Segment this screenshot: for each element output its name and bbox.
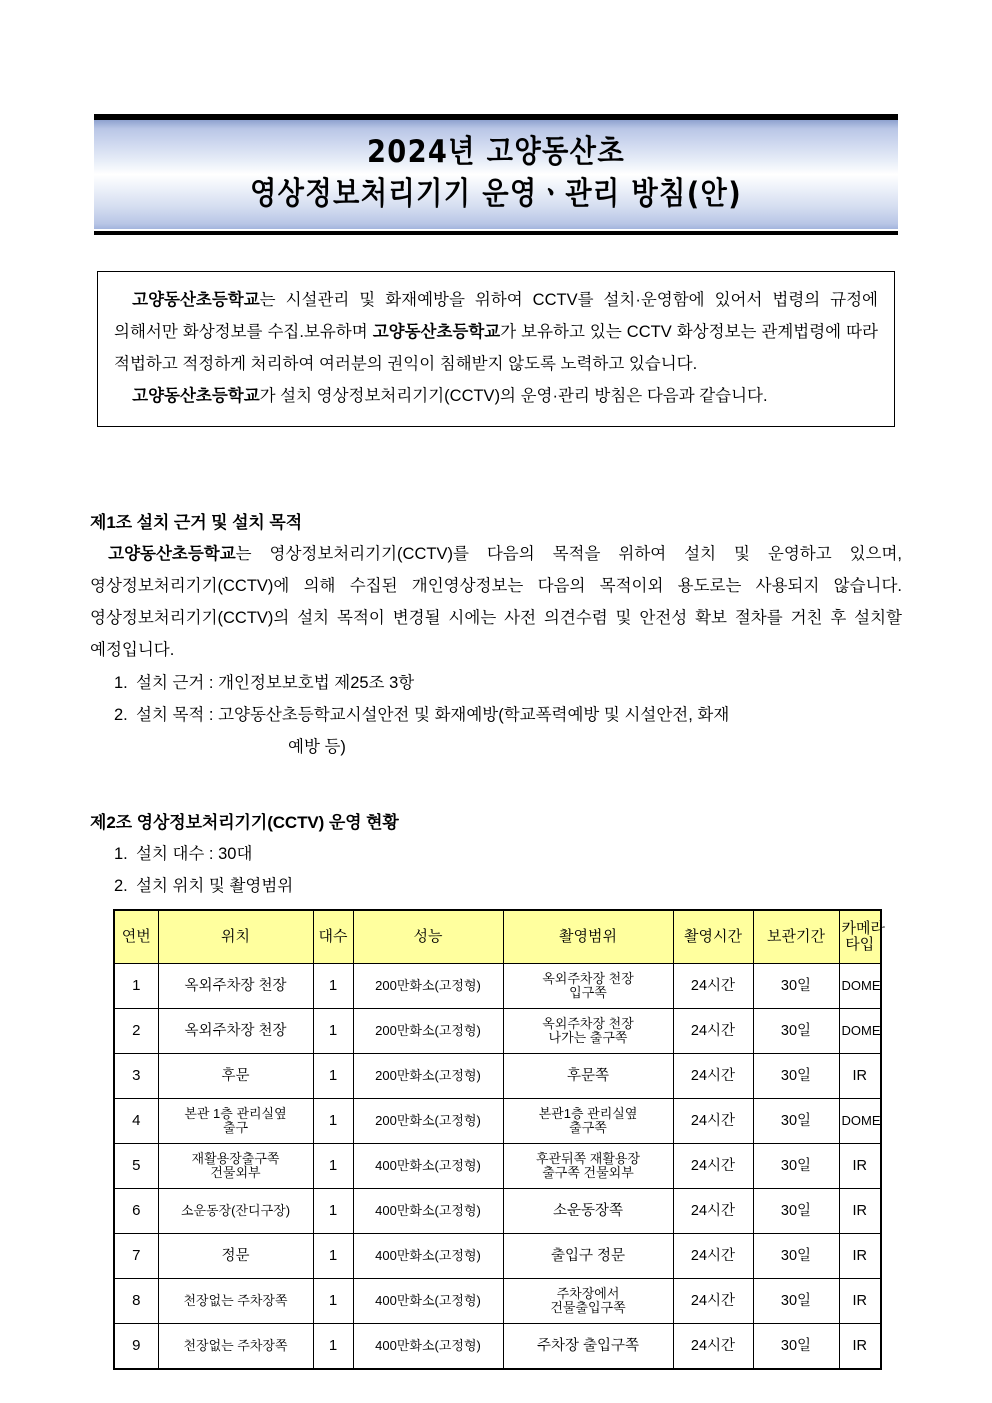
article-1-list (90, 668, 902, 764)
column-header-camera-type (839, 910, 885, 964)
article-1-body-text: 는 영상정보처리기기(CCTV)를 다음의 목적을 위하여 설치 및 운영하고 있으며, 영상정보처리기기(CCTV)에 의해 수집된 개인영상정보는 다음의 목적이외 용도로는 사용되지 않습니다. 영상정보처리기기(CCTV)의 설치 목적이 변경될 시에는 사전 의견수렴 및 안전성 확보 절차를 거친 후 설치할 예정입니다. (90, 545, 902, 659)
table-row (114, 1279, 881, 1324)
cell-range-line-1: 옥외주차장 천장 (542, 970, 634, 986)
cell-camera-type: IR (839, 1144, 881, 1189)
cell-retention: 30일 (753, 1324, 839, 1370)
cell-retention: 30일 (753, 1189, 839, 1234)
table-row (114, 1009, 881, 1054)
table-row (114, 1189, 881, 1234)
title-line-2: 영상정보처리기기 운영ㆍ관리 방침(안) (250, 175, 742, 212)
cell-time: 24시간 (673, 1144, 753, 1189)
cell-location-line-2: 건물외부 (210, 1165, 261, 1180)
cell-location-line-2: 출구 (222, 1120, 249, 1135)
list-item (114, 668, 902, 700)
cell-count: 1 (313, 1324, 353, 1370)
document-title-banner (94, 114, 898, 235)
cell-camera-type: IR (839, 1279, 881, 1324)
intro-paragraph-2 (114, 381, 878, 413)
cell-range (503, 1144, 673, 1189)
cell-location: 천장없는 주차장쪽 (158, 1279, 313, 1324)
article-1-heading: 제1조 설치 근거 및 설치 목적 (90, 513, 303, 532)
cell-count: 1 (313, 1234, 353, 1279)
cell-retention: 30일 (753, 1054, 839, 1099)
cell-location-line-1: 본관 1층 관리실옆 (184, 1105, 287, 1121)
column-header-location: 위치 (158, 910, 313, 964)
cell-camera-type: IR (839, 1189, 881, 1234)
cell-spec: 400만화소(고정형) (353, 1279, 503, 1324)
cell-count: 1 (313, 1279, 353, 1324)
article-2-section (90, 808, 902, 903)
cell-no: 8 (114, 1279, 158, 1324)
cell-range-line-2: 나가는 출구쪽 (548, 1030, 628, 1045)
list-text: 설치 대수 : 30대 (136, 845, 253, 863)
cell-retention: 30일 (753, 964, 839, 1009)
cell-range: 후문쪽 (503, 1054, 673, 1099)
cell-location: 정문 (158, 1234, 313, 1279)
cell-location-line-1: 재활용장출구쪽 (191, 1150, 280, 1166)
list-marker: 1. (114, 674, 128, 693)
cell-location: 옥외주차장 천장 (158, 964, 313, 1009)
intro-box (97, 271, 895, 427)
intro-school-name-3: 고양동산초등학교 (132, 386, 260, 405)
list-item (114, 871, 902, 903)
cell-spec: 400만화소(고정형) (353, 1324, 503, 1370)
article-1-body (90, 539, 902, 666)
cell-camera-type: IR (839, 1324, 881, 1370)
list-text-line-1: 설치 목적 : 고양동산초등학교시설안전 및 화재예방(학교폭력예방 및 시설안전, 화재 (136, 706, 730, 725)
cell-range-line-1: 후관뒤쪽 재활용장 (535, 1150, 641, 1166)
table-row (114, 1234, 881, 1279)
cell-range: 출입구 정문 (503, 1234, 673, 1279)
list-item (114, 839, 902, 871)
article-2-list (90, 839, 902, 903)
cell-count: 1 (313, 1009, 353, 1054)
intro-text-2: 가 보유하고 있는 CCTV 화상정보는 관계법령에 따라 적법하고 적정하게 처리하여 여러분의 권익이 침해받지 않도록 노력하고 있습니다. (114, 322, 878, 373)
table-row (114, 1144, 881, 1189)
cell-range-line-2: 건물출입구쪽 (550, 1300, 626, 1315)
cell-camera-type: IR (839, 1234, 881, 1279)
cell-no: 4 (114, 1099, 158, 1144)
cell-retention: 30일 (753, 1099, 839, 1144)
cell-camera-type: DOME (839, 1009, 881, 1054)
cell-camera-type: DOME (839, 964, 881, 1009)
cell-range: 주차장 출입구쪽 (503, 1324, 673, 1370)
cell-no: 5 (114, 1144, 158, 1189)
intro-school-name-2: 고양동산초등학교 (372, 322, 501, 341)
cell-range-line-2: 출구쪽 (569, 1120, 607, 1135)
cell-spec: 200만화소(고정형) (353, 1099, 503, 1144)
cell-time: 24시간 (673, 1099, 753, 1144)
camera-type-label-line-1: 카메라 (841, 919, 885, 937)
cell-time: 24시간 (673, 964, 753, 1009)
cell-range-line-1: 옥외주차장 천장 (542, 1015, 634, 1031)
cell-range-line-2: 출구쪽 건물외부 (542, 1165, 634, 1180)
cell-no: 9 (114, 1324, 158, 1370)
cell-location: 옥외주차장 천장 (158, 1009, 313, 1054)
cell-no: 3 (114, 1054, 158, 1099)
cell-location: 소운동장(잔디구장) (158, 1189, 313, 1234)
cell-spec: 400만화소(고정형) (353, 1234, 503, 1279)
cctv-installation-table (113, 909, 885, 1370)
cell-count: 1 (313, 1189, 353, 1234)
column-header-spec: 성능 (353, 910, 503, 964)
column-header-retention: 보관기간 (753, 910, 839, 964)
cell-time: 24시간 (673, 1009, 753, 1054)
cell-spec: 400만화소(고정형) (353, 1189, 503, 1234)
list-marker: 1. (114, 845, 128, 863)
table-header (114, 910, 885, 964)
cell-count: 1 (313, 964, 353, 1009)
cell-range (503, 1099, 673, 1144)
cell-range (503, 1009, 673, 1054)
cell-no: 1 (114, 964, 158, 1009)
cell-location: 천장없는 주차장쪽 (158, 1324, 313, 1370)
cell-time: 24시간 (673, 1279, 753, 1324)
cell-count: 1 (313, 1054, 353, 1099)
cell-no: 6 (114, 1189, 158, 1234)
cell-spec: 400만화소(고정형) (353, 1144, 503, 1189)
camera-type-label-line-2: 타입 (845, 936, 875, 953)
list-item (114, 700, 902, 764)
cell-time: 24시간 (673, 1189, 753, 1234)
title-line-1: 2024년 고양동산초 (366, 134, 626, 170)
cell-count: 1 (313, 1144, 353, 1189)
cell-range-line-1: 본관1층 관리실옆 (538, 1105, 638, 1121)
intro-text-1: 는 시설관리 및 화재예방을 위하여 CCTV를 설치·운영함에 있어서 법령의 규정에 의해서만 화상정보를 수집.보유하며 (114, 291, 878, 341)
list-marker: 2. (114, 876, 128, 895)
list-text (136, 700, 902, 764)
cell-retention: 30일 (753, 1144, 839, 1189)
cell-count: 1 (313, 1099, 353, 1144)
cell-spec: 200만화소(고정형) (353, 1009, 503, 1054)
cell-range-line-1: 주차장에서 (556, 1285, 620, 1301)
cell-no: 2 (114, 1009, 158, 1054)
column-header-time: 촬영시간 (673, 910, 753, 964)
cell-spec: 200만화소(고정형) (353, 1054, 503, 1099)
list-marker: 2. (114, 706, 128, 725)
cell-location (158, 1099, 313, 1144)
intro-paragraph-1 (114, 285, 878, 381)
cell-spec: 200만화소(고정형) (353, 964, 503, 1009)
column-header-range: 촬영범위 (503, 910, 673, 964)
cell-range (503, 1279, 673, 1324)
cell-location (158, 1144, 313, 1189)
column-header-count: 대수 (313, 910, 353, 964)
table-header-row (114, 910, 881, 964)
cell-range-line-2: 입구쪽 (569, 985, 607, 1000)
table-body (114, 964, 881, 1370)
cctv-installation-table-wrapper (113, 909, 885, 1370)
cell-location: 후문 (158, 1054, 313, 1099)
cell-range: 소운동장쪽 (503, 1189, 673, 1234)
column-header-no: 연번 (114, 910, 158, 964)
cell-camera-type: IR (839, 1054, 881, 1099)
table-row (114, 1099, 881, 1144)
table-row (114, 964, 881, 1009)
cell-retention: 30일 (753, 1279, 839, 1324)
article-1-school-name: 고양동산초등학교 (108, 545, 236, 563)
cell-camera-type: DOME (839, 1099, 881, 1144)
list-text-line-2: 예방 등) (288, 738, 346, 757)
intro-school-name-1: 고양동산초등학교 (132, 291, 260, 309)
cell-retention: 30일 (753, 1234, 839, 1279)
table-row (114, 1054, 881, 1099)
cell-retention: 30일 (753, 1009, 839, 1054)
cell-range (503, 964, 673, 1009)
list-text: 설치 근거 : 개인정보보호법 제25조 3항 (136, 674, 415, 693)
cell-time: 24시간 (673, 1054, 753, 1099)
article-2-heading: 제2조 영상정보처리기기(CCTV) 운영 현황 (90, 813, 399, 832)
list-text: 설치 위치 및 촬영범위 (136, 876, 294, 895)
cell-time: 24시간 (673, 1234, 753, 1279)
intro-text-3: 가 설치 영상정보처리기기(CCTV)의 운영·관리 방침은 다음과 같습니다. (259, 386, 768, 405)
article-1-section (90, 508, 902, 764)
cell-time: 24시간 (673, 1324, 753, 1370)
cell-no: 7 (114, 1234, 158, 1279)
table-row (114, 1324, 881, 1370)
